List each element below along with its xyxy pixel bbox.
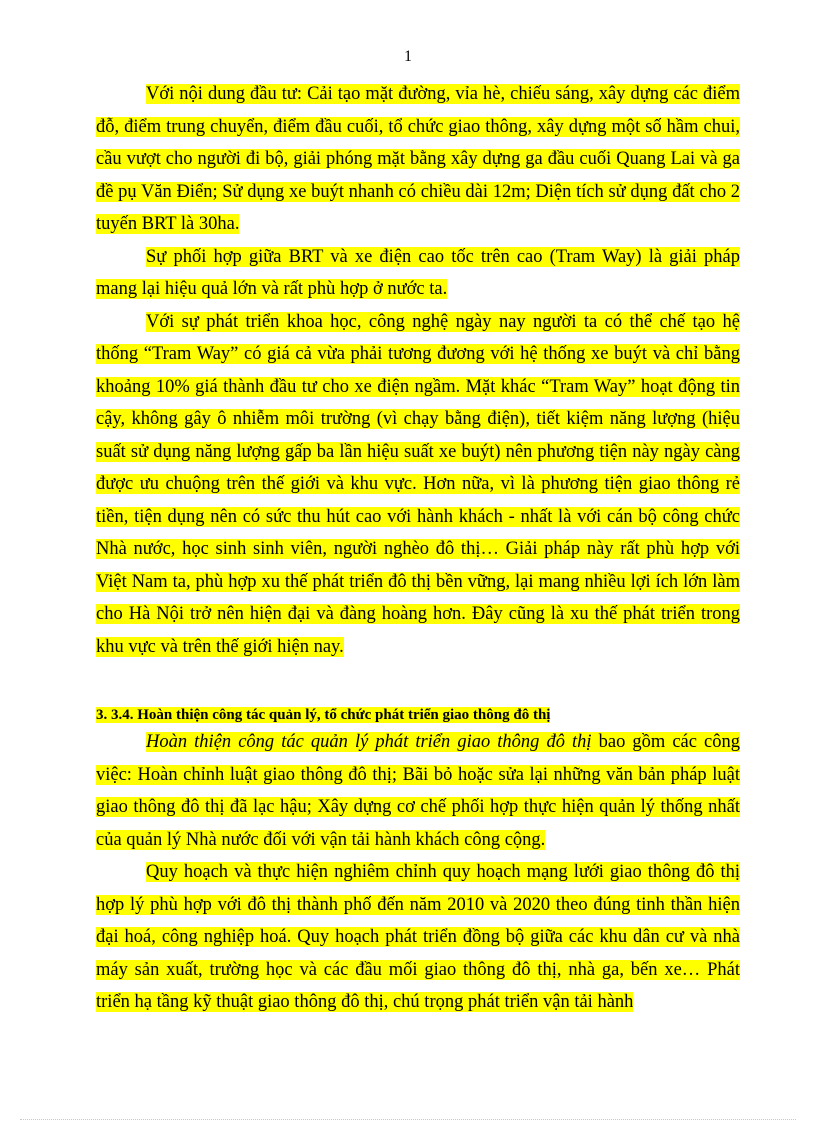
paragraph-investment-content: [96, 78, 740, 241]
paragraph-planning: [96, 856, 740, 1019]
page-bottom-edge: [20, 1119, 796, 1120]
italic-phrase: Hoàn thiện công tác quản lý phát triển giao thông đô thị: [146, 732, 592, 752]
paragraph-brt-tramway: [96, 241, 740, 306]
paragraph-tramway-benefits: [96, 306, 740, 664]
section-heading: [96, 704, 740, 726]
highlighted-text: [96, 732, 740, 850]
highlighted-text: Với sự phát triển khoa học, công nghệ ngày nay người ta có thể chế tạo hệ thống “Tram Way” có giá cả vừa phải tương đương với hệ thống xe buýt và chỉ bằng khoảng 10% giá thành đầu tư cho xe điện ngầm. Mặt khác “Tram Way” hoạt động tin cậy, không gây ô nhiễm môi trường (vì chạy bằng điện), tiết kiệm năng lượng (hiệu suất sử dụng năng lượng gấp ba lần hiệu suất xe buýt) nên phương tiện này ngày càng được ưu chuộng trên thế giới và khu vực. Hơn nữa, vì là phương tiện giao thông rẻ tiền, tiện dụng nên có sức thu hút cao với hành khách - nhất là với cán bộ công chức Nhà nước, học sinh sinh viên, người nghèo đô thị… Giải pháp này rất phù hợp với Việt Nam ta, phù hợp xu thế phát triển đô thị bền vững, lại mang nhiều lợi ích lớn làm cho Hà Nội trở nên hiện đại và đàng hoàng hơn. Đây cũng là xu thế phát triển trong khu vực và trên thế giới hiện nay.: [96, 311, 740, 657]
highlighted-text: Quy hoạch và thực hiện nghiêm chỉnh quy hoạch mạng lưới giao thông đô thị hợp lý phù hợp với đô thị thành phố đến năm 2010 và 2020 theo đúng tinh thần hiện đại hoá, công nghiệp hoá. Quy hoạch phát triển đồng bộ giữa các khu dân cư và nhà máy sản xuất, trường học và các đầu mối giao thông đô thị, nhà ga, bến xe… Phát triển hạ tầng kỹ thuật giao thông đô thị, chú trọng phát triển vận tải hành: [96, 862, 740, 1012]
paragraph-management: [96, 726, 740, 856]
highlighted-text: Sự phối hợp giữa BRT và xe điện cao tốc trên cao (Tram Way) là giải pháp mang lại hiệu quả lớn và rất phù hợp ở nước ta.: [96, 246, 740, 299]
paragraph-rest: bao gồm các công việc: Hoàn chỉnh luật giao thông đô thị; Bãi bỏ hoặc sửa lại những văn bản pháp luật giao thông đô thị đã lạc hậu; Xây dựng cơ chế phối hợp thực hiện quản lý thống nhất của quản lý Nhà nước đối với vận tải hành khách công cộng.: [96, 732, 740, 850]
page-number: 1: [404, 48, 412, 65]
document-body: [96, 78, 740, 1019]
highlighted-heading: 3. 3.4. Hoàn thiện công tác quản lý, tổ chức phát triển giao thông đô thị: [96, 707, 551, 723]
highlighted-text: Với nội dung đầu tư: Cải tạo mặt đường, vỉa hè, chiếu sáng, xây dựng các điểm đỗ, điểm trung chuyển, điểm đầu cuối, tổ chức giao thông, xây dựng một số hầm chui, cầu vượt cho người đi bộ, giải phóng mặt bằng xây dựng ga đầu cuối Quang Lai và ga đề pụ Văn Điển; Sử dụng xe buýt nhanh có chiều dài 12m; Diện tích sử dụng đất cho 2 tuyến BRT là 30ha.: [96, 84, 740, 234]
